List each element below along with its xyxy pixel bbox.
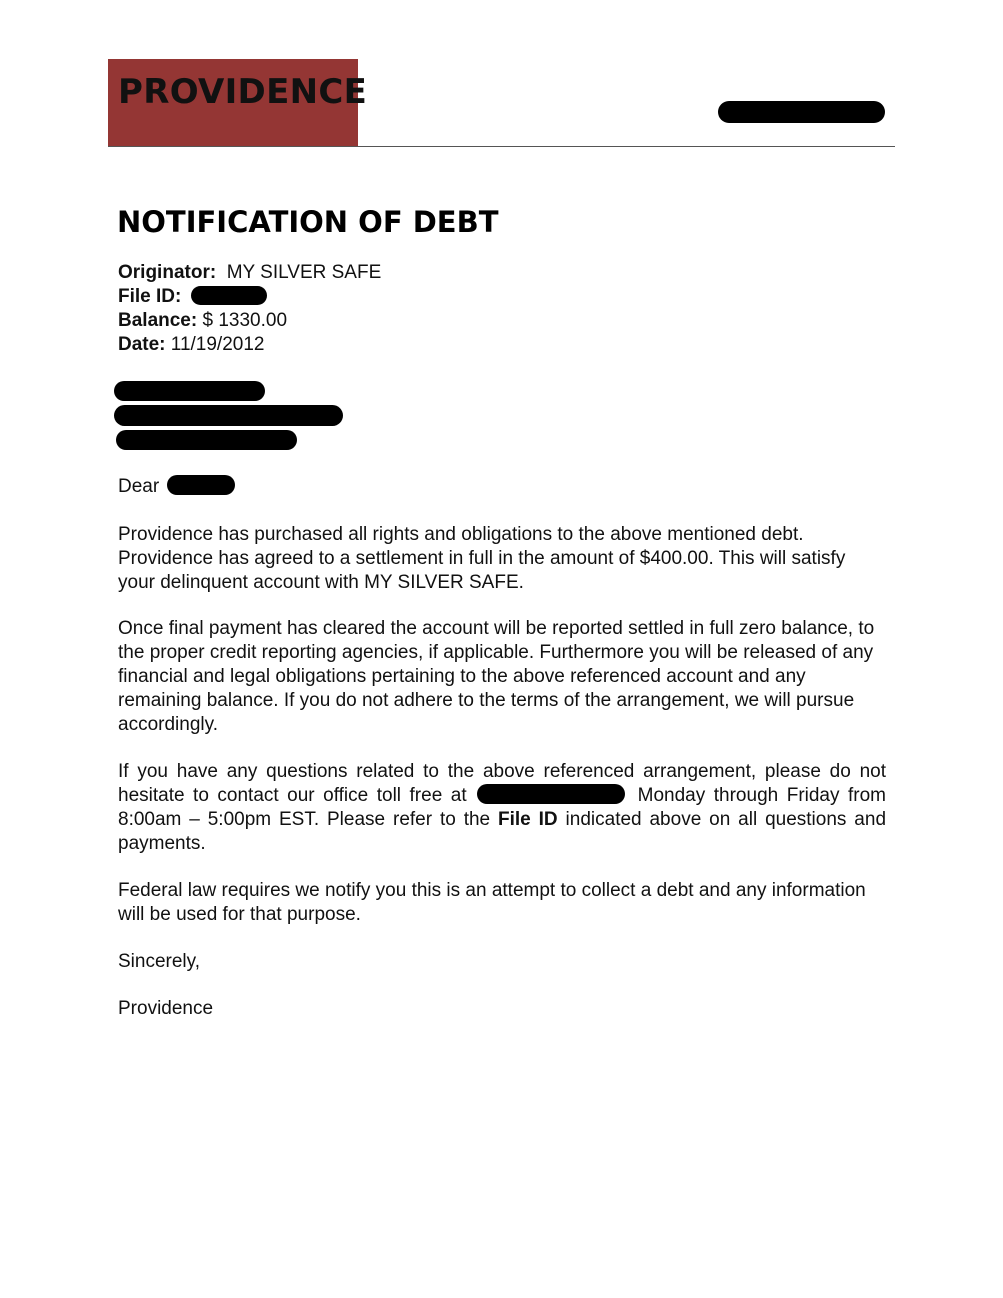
debt-fields (118, 261, 381, 357)
balance-line (118, 309, 381, 333)
date-label: Date: (118, 334, 166, 355)
closing: Sincerely, (118, 951, 201, 972)
contact-text-start: If you have any questions related to the above referenced arrangement, please do not hesitate to contact our office toll free at (118, 761, 886, 806)
redacted-recipient-name (167, 475, 235, 495)
salutation-text: Dear (118, 476, 160, 497)
file-id-reference: File ID (498, 809, 558, 830)
contact-text-end: indicated above on all questions and payments. (118, 809, 887, 854)
originator-line (118, 261, 381, 285)
signature: Providence (118, 998, 214, 1019)
redacted-address-line-3 (116, 430, 297, 450)
redacted-address-line-1 (114, 381, 265, 401)
file-id-label: File ID: (118, 286, 182, 307)
paragraph-federal-law: Federal law requires we notify you this is an attempt to collect a debt and any information will be used for that purpose. (118, 880, 866, 925)
redacted-file-id (191, 286, 267, 305)
document-title: NOTIFICATION OF DEBT (117, 205, 499, 239)
balance-value: $ 1330.00 (202, 310, 288, 331)
paragraph-credit-reporting: Once final payment has cleared the account will be reported settled in full zero balance, to the proper credit reporting agencies, if applicable. Furthermore you will be released of any financial and legal obligations pertaining to the above referenced account and any remaining balance. If you do not adhere to the terms of the arrangement, we will pursue accordingly. (118, 618, 875, 735)
date-value: 11/19/2012 (170, 334, 265, 355)
contact-text-hours: Monday through Friday from 8:00am – 5:00pm EST. Please refer to the (118, 785, 887, 830)
company-logo (108, 59, 368, 147)
file-id-line (118, 285, 381, 309)
paragraph-settlement: Providence has purchased all rights and obligations to the above mentioned debt. Providence has agreed to a settlement in full in the amount of $400.00. This will satisfy your delinquent account with MY SILVER SAFE. (118, 524, 846, 593)
paragraph-contact (118, 760, 886, 856)
salutation (118, 475, 235, 499)
originator-value: MY SILVER SAFE (226, 262, 382, 283)
balance-label: Balance: (118, 310, 198, 331)
redacted-phone-number (477, 784, 625, 804)
logo-text: PROVIDENCE (118, 72, 368, 112)
date-line (118, 333, 381, 357)
redacted-header-info (718, 101, 885, 123)
originator-label: Originator: (118, 262, 217, 283)
redacted-address-line-2 (114, 405, 343, 426)
header-divider (108, 146, 895, 147)
